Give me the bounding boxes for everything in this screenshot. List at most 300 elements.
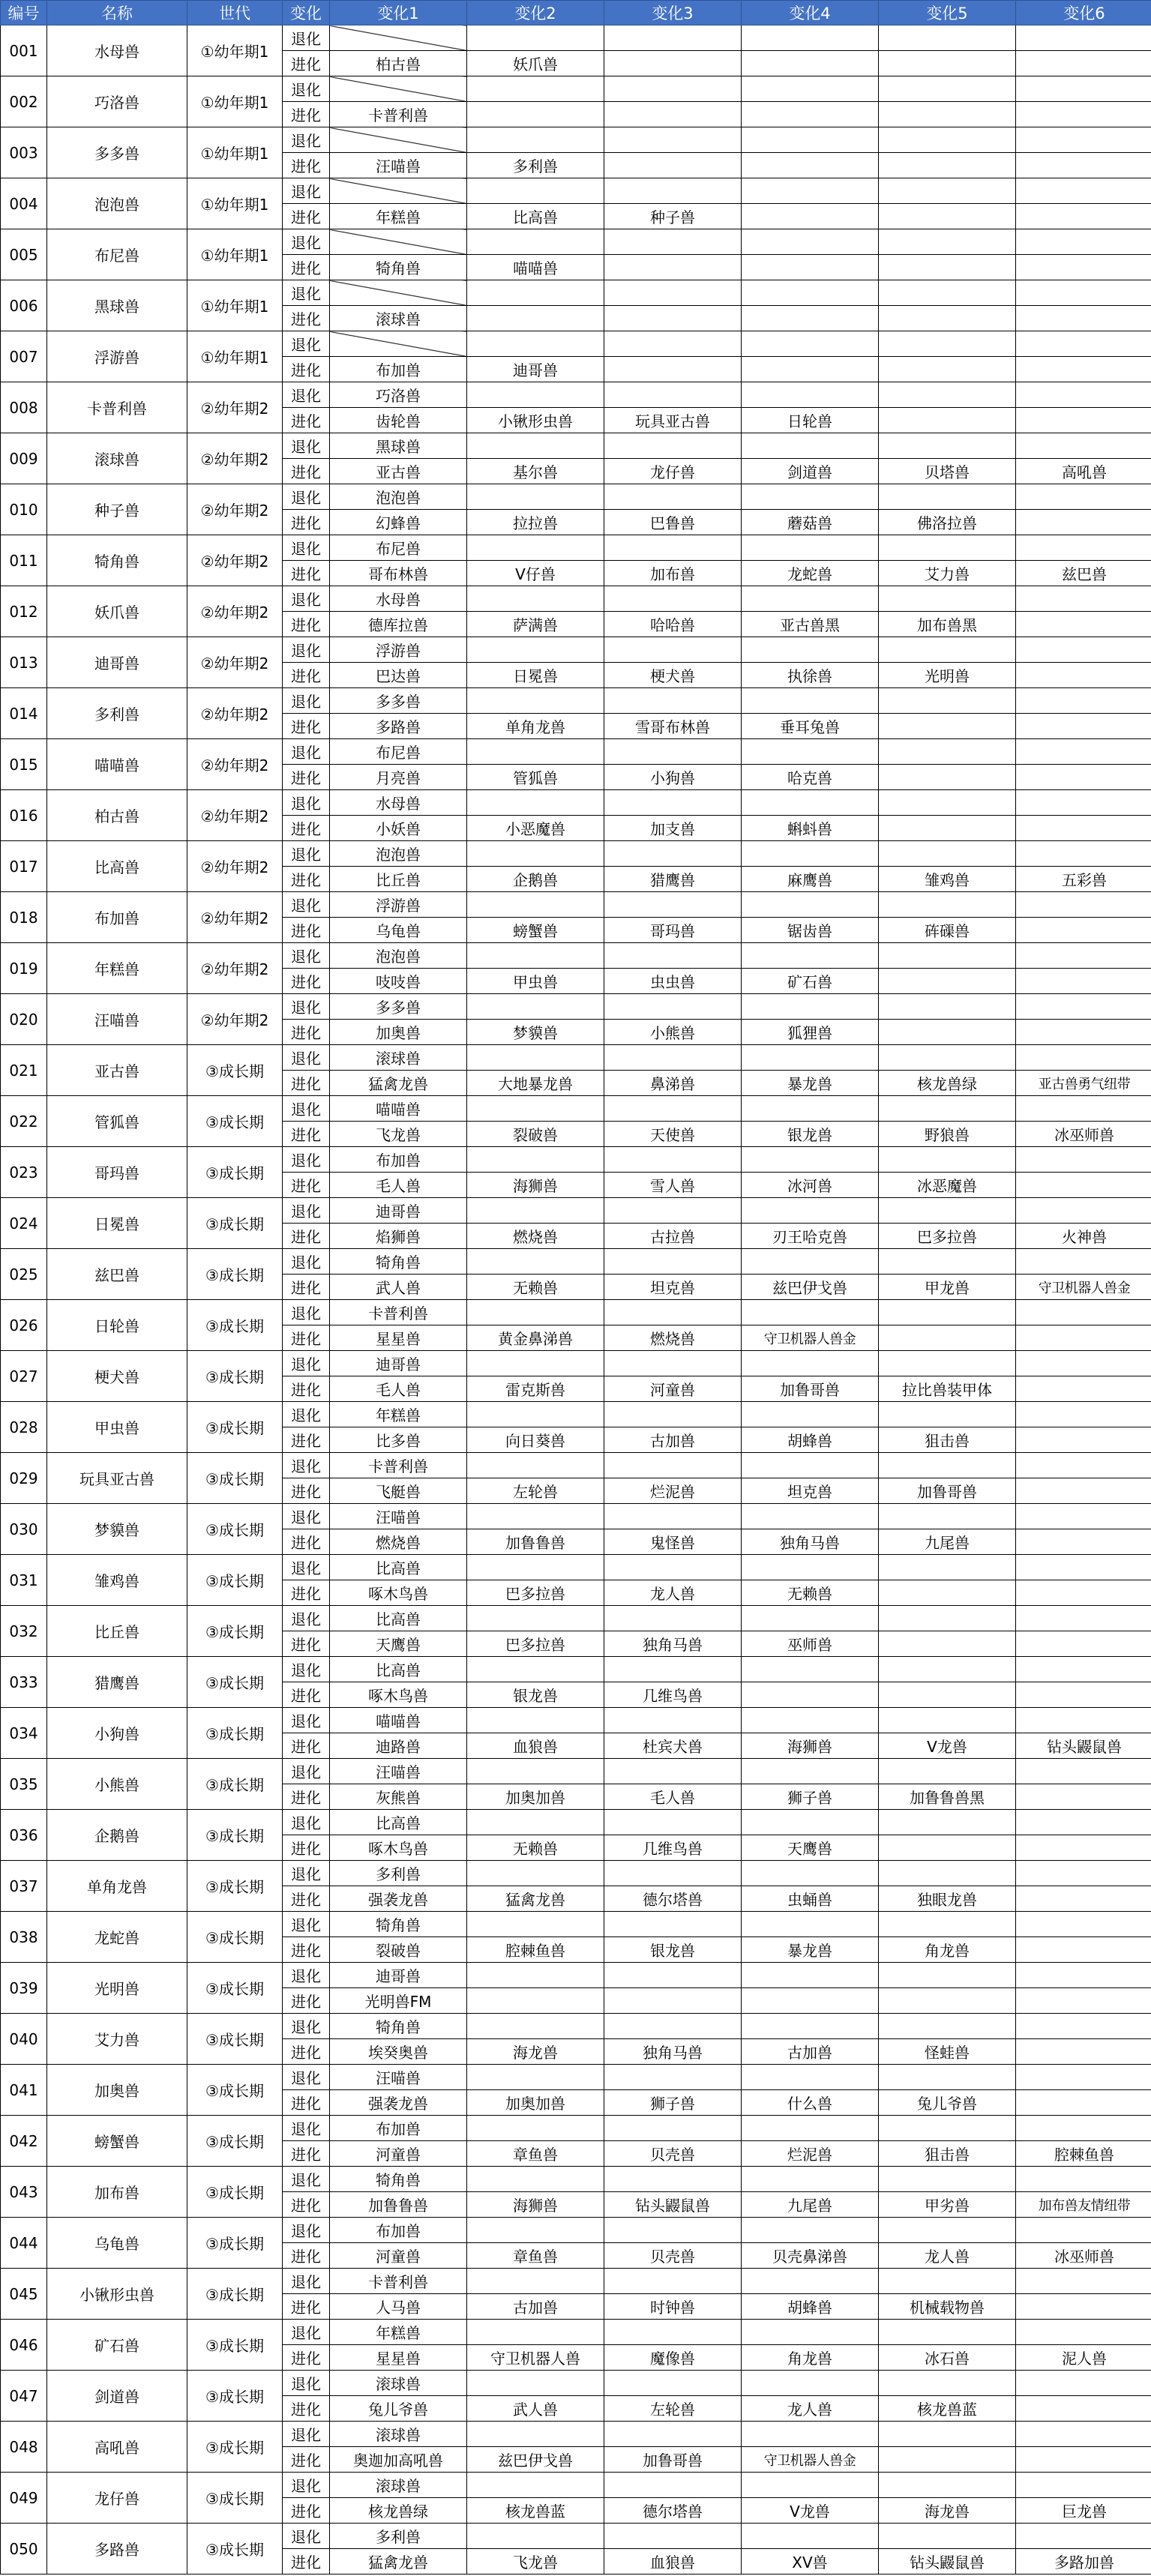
- evolve-target-6: 守卫机器人兽金: [1016, 1275, 1151, 1300]
- empty-cell: [1016, 1606, 1151, 1631]
- table-row-devolve: [1, 943, 1151, 969]
- row-id: 024: [1, 1198, 47, 1249]
- row-generation: ③成长期: [187, 1300, 283, 1351]
- empty-cell: [1016, 2422, 1151, 2447]
- evolve-target-4: 角龙兽: [742, 2345, 879, 2371]
- empty-cell: [742, 1402, 879, 1427]
- evolve-label: 进化: [283, 1529, 330, 1555]
- empty-cell: [742, 382, 879, 408]
- empty-cell: [742, 127, 879, 153]
- empty-cell: [604, 1147, 742, 1173]
- evolve-target-3: 德尔塔兽: [604, 2498, 742, 2524]
- evolve-target-6: 多路加兽: [1016, 2549, 1151, 2575]
- evolve-label: 进化: [283, 357, 330, 382]
- empty-cell: [467, 433, 604, 459]
- row-name: 妖爪兽: [47, 586, 187, 637]
- table-row-devolve: [1, 841, 1151, 867]
- evolve-label: 进化: [283, 1733, 330, 1759]
- empty-cell: [467, 1096, 604, 1122]
- empty-cell: [879, 1708, 1016, 1733]
- evolve-target-4: [742, 204, 879, 229]
- evolve-target-4: 兹巴伊戈兽: [742, 1275, 879, 1300]
- evolve-target-6: 火神兽: [1016, 1224, 1151, 1249]
- devolve-label: 退化: [283, 2320, 330, 2345]
- empty-cell: [1016, 1912, 1151, 1937]
- evolve-target-6: [1016, 408, 1151, 433]
- evolve-target-3: [604, 51, 742, 76]
- evolve-target-4: [742, 255, 879, 280]
- row-id: 017: [1, 841, 47, 892]
- row-name: 迪哥兽: [47, 637, 187, 688]
- empty-cell: [1016, 1453, 1151, 1478]
- evolve-target-4: 守卫机器人兽金: [742, 2447, 879, 2473]
- evolve-target-1: 兔儿爷兽: [330, 2396, 467, 2422]
- row-name: 梦貘兽: [47, 1504, 187, 1555]
- evolve-target-2: 血狼兽: [467, 1733, 604, 1759]
- evolve-target-5: 光明兽: [879, 663, 1016, 688]
- empty-cell: [467, 1198, 604, 1224]
- empty-cell: [1016, 76, 1151, 102]
- empty-cell: [879, 1657, 1016, 1682]
- row-name: 加奥兽: [47, 2065, 187, 2116]
- evolve-target-4: 亚古兽黑: [742, 612, 879, 637]
- empty-cell: [467, 2218, 604, 2243]
- evolve-target-1: 毛人兽: [330, 1173, 467, 1198]
- empty-cell: [1016, 433, 1151, 459]
- table-row-devolve: [1, 1606, 1151, 1631]
- empty-cell: [604, 2014, 742, 2039]
- evolve-target-3: 左轮兽: [604, 2396, 742, 2422]
- empty-cell: [604, 739, 742, 765]
- evolve-target-5: [879, 1631, 1016, 1657]
- empty-cell: [1016, 1249, 1151, 1275]
- evolve-target-1: 奥迦加高吼兽: [330, 2447, 467, 2473]
- header-generation: 世代: [187, 1, 283, 25]
- evolve-target-6: 兹巴兽: [1016, 561, 1151, 586]
- evolve-target-5: [879, 102, 1016, 127]
- evolve-label: 进化: [283, 102, 330, 127]
- row-name: 剑道兽: [47, 2371, 187, 2422]
- evolve-target-2: 螃蟹兽: [467, 918, 604, 943]
- evolve-target-6: [1016, 51, 1151, 76]
- empty-cell: [742, 1912, 879, 1937]
- empty-cell: [467, 1708, 604, 1733]
- row-name: 艾力兽: [47, 2014, 187, 2065]
- evolve-target-1: 加鲁鲁兽: [330, 2192, 467, 2218]
- evolve-target-2: 加奥加兽: [467, 2090, 604, 2116]
- empty-cell: [604, 994, 742, 1020]
- row-id: 001: [1, 25, 47, 76]
- evolve-target-1: 灰熊兽: [330, 1784, 467, 1810]
- empty-cell: [879, 2320, 1016, 2345]
- evolve-target-3: 鼻涕兽: [604, 1071, 742, 1096]
- evolve-target-3: 几维鸟兽: [604, 1682, 742, 1708]
- devolve-label: 退化: [283, 2167, 330, 2192]
- table-row-devolve: [1, 790, 1151, 816]
- evolve-target-5: [879, 969, 1016, 994]
- devolve-target: 泡泡兽: [330, 484, 467, 510]
- table-row-devolve: [1, 2473, 1151, 2498]
- evolve-target-1: 毛人兽: [330, 1376, 467, 1402]
- empty-cell: [742, 994, 879, 1020]
- row-generation: ③成长期: [187, 1147, 283, 1198]
- table-row-devolve: [1, 25, 1151, 51]
- devolve-label: 退化: [283, 994, 330, 1020]
- devolve-target: 浮游兽: [330, 637, 467, 663]
- evolve-target-4: 刃王哈克兽: [742, 1224, 879, 1249]
- devolve-target: 比高兽: [330, 1606, 467, 1631]
- empty-cell: [742, 433, 879, 459]
- devolve-target: 卡普利兽: [330, 1453, 467, 1478]
- devolve-label: 退化: [283, 1198, 330, 1224]
- empty-cell: [742, 25, 879, 51]
- row-generation: ③成长期: [187, 1045, 283, 1096]
- row-id: 015: [1, 739, 47, 790]
- evolve-target-6: [1016, 1478, 1151, 1504]
- evolve-target-3: 哥玛兽: [604, 918, 742, 943]
- empty-cell: [1016, 535, 1151, 561]
- evolve-target-4: 贝壳鼻涕兽: [742, 2243, 879, 2269]
- evolve-target-6: [1016, 1835, 1151, 1861]
- evolve-target-3: 玩具亚古兽: [604, 408, 742, 433]
- empty-cell: [742, 2116, 879, 2141]
- empty-cell: [879, 484, 1016, 510]
- empty-cell: [879, 1861, 1016, 1886]
- row-name: 多利兽: [47, 688, 187, 739]
- evolve-target-5: 狙击兽: [879, 2141, 1016, 2167]
- row-name: 猎鹰兽: [47, 1657, 187, 1708]
- header-change-4: 变化4: [742, 1, 879, 25]
- evolve-target-1: 核龙兽绿: [330, 2498, 467, 2524]
- evolve-label: 进化: [283, 1478, 330, 1504]
- table-row-devolve: [1, 1453, 1151, 1478]
- evolve-target-5: 冰石兽: [879, 2345, 1016, 2371]
- evolve-target-3: 德尔塔兽: [604, 1886, 742, 1912]
- row-name: 兹巴兽: [47, 1249, 187, 1300]
- evolve-target-4: 麻鹰兽: [742, 867, 879, 892]
- row-generation: ③成长期: [187, 1708, 283, 1759]
- evolve-target-2: 多利兽: [467, 153, 604, 178]
- devolve-label: 退化: [283, 688, 330, 714]
- evolve-target-6: 腔棘鱼兽: [1016, 2141, 1151, 2167]
- evolve-target-2: 雷克斯兽: [467, 1376, 604, 1402]
- evolve-target-3: 加支兽: [604, 816, 742, 841]
- devolve-none: [330, 127, 467, 153]
- evolve-target-1: 巴达兽: [330, 663, 467, 688]
- empty-cell: [742, 2167, 879, 2192]
- evolve-target-6: [1016, 714, 1151, 739]
- evolve-target-1: 年糕兽: [330, 204, 467, 229]
- evolve-target-5: 野狼兽: [879, 1122, 1016, 1147]
- row-generation: ③成长期: [187, 1555, 283, 1606]
- devolve-target: 布加兽: [330, 2218, 467, 2243]
- empty-cell: [604, 2320, 742, 2345]
- empty-cell: [879, 790, 1016, 816]
- devolve-target: 泡泡兽: [330, 943, 467, 969]
- table-row-devolve: [1, 1351, 1151, 1376]
- evolve-target-2: 兹巴伊戈兽: [467, 2447, 604, 2473]
- evolve-target-1: 光明兽FM: [330, 1988, 467, 2014]
- empty-cell: [879, 1810, 1016, 1835]
- evolve-target-3: 坦克兽: [604, 1275, 742, 1300]
- evolve-target-1: 猛禽龙兽: [330, 2549, 467, 2575]
- table-body: [1, 25, 1151, 2575]
- evolve-target-5: 加鲁鲁兽黑: [879, 1784, 1016, 1810]
- devolve-target: 犄角兽: [330, 1249, 467, 1275]
- empty-cell: [1016, 382, 1151, 408]
- evolve-target-1: 小妖兽: [330, 816, 467, 841]
- evolve-target-6: [1016, 510, 1151, 535]
- empty-cell: [604, 229, 742, 255]
- empty-cell: [742, 1759, 879, 1784]
- evolve-target-5: 海龙兽: [879, 2498, 1016, 2524]
- row-name: 泡泡兽: [47, 178, 187, 229]
- evolve-target-1: 迪路兽: [330, 1733, 467, 1759]
- empty-cell: [467, 943, 604, 969]
- row-name: 乌龟兽: [47, 2218, 187, 2269]
- row-name: 高吼兽: [47, 2422, 187, 2473]
- evolve-label: 进化: [283, 1937, 330, 1963]
- evolve-target-4: 无赖兽: [742, 1580, 879, 1606]
- empty-cell: [742, 1096, 879, 1122]
- devolve-target: 浮游兽: [330, 892, 467, 918]
- empty-cell: [879, 1147, 1016, 1173]
- empty-cell: [604, 2218, 742, 2243]
- evolve-target-3: 小熊兽: [604, 1020, 742, 1045]
- devolve-label: 退化: [283, 484, 330, 510]
- table-row-devolve: [1, 2167, 1151, 2192]
- table-row-devolve: [1, 994, 1151, 1020]
- row-id: 047: [1, 2371, 47, 2422]
- evolve-target-3: 燃烧兽: [604, 1325, 742, 1351]
- empty-cell: [1016, 1861, 1151, 1886]
- empty-cell: [1016, 1657, 1151, 1682]
- row-generation: ①幼年期1: [187, 331, 283, 382]
- row-id: 039: [1, 1963, 47, 2014]
- evolve-label: 进化: [283, 1071, 330, 1096]
- row-generation: ②幼年期2: [187, 637, 283, 688]
- evolve-target-1: 强袭龙兽: [330, 1886, 467, 1912]
- evolve-target-1: 猛禽龙兽: [330, 1071, 467, 1096]
- table-row-devolve: [1, 892, 1151, 918]
- devolve-label: 退化: [283, 1606, 330, 1631]
- header-change-5: 变化5: [879, 1, 1016, 25]
- table-row-devolve: [1, 1861, 1151, 1886]
- empty-cell: [1016, 1708, 1151, 1733]
- evolve-target-2: 猛禽龙兽: [467, 1886, 604, 1912]
- empty-cell: [604, 1045, 742, 1071]
- row-generation: ①幼年期1: [187, 127, 283, 178]
- row-generation: ③成长期: [187, 1198, 283, 1249]
- evolve-target-5: 狙击兽: [879, 1427, 1016, 1453]
- empty-cell: [1016, 586, 1151, 612]
- empty-cell: [604, 1861, 742, 1886]
- empty-cell: [1016, 739, 1151, 765]
- row-id: 013: [1, 637, 47, 688]
- table-row-devolve: [1, 1555, 1151, 1580]
- devolve-label: 退化: [283, 2218, 330, 2243]
- empty-cell: [467, 2473, 604, 2498]
- evolve-label: 进化: [283, 1886, 330, 1912]
- evolve-target-2: 燃烧兽: [467, 1224, 604, 1249]
- evolve-target-5: 九尾兽: [879, 1529, 1016, 1555]
- row-id: 021: [1, 1045, 47, 1096]
- evolve-label: 进化: [283, 2039, 330, 2065]
- row-generation: ③成长期: [187, 2422, 283, 2473]
- row-generation: ③成长期: [187, 2167, 283, 2218]
- row-id: 048: [1, 2422, 47, 2473]
- row-name: 浮游兽: [47, 331, 187, 382]
- empty-cell: [742, 1555, 879, 1580]
- evolve-target-2: 裂破兽: [467, 1122, 604, 1147]
- evolve-target-2: 单角龙兽: [467, 714, 604, 739]
- empty-cell: [604, 280, 742, 306]
- table-row-devolve: [1, 1912, 1151, 1937]
- row-generation: ③成长期: [187, 1912, 283, 1963]
- evolve-target-5: 艾力兽: [879, 561, 1016, 586]
- empty-cell: [1016, 790, 1151, 816]
- devolve-target: 泡泡兽: [330, 841, 467, 867]
- row-generation: ③成长期: [187, 2473, 283, 2524]
- empty-cell: [742, 1351, 879, 1376]
- devolve-target: 迪哥兽: [330, 1963, 467, 1988]
- evolve-label: 进化: [283, 2090, 330, 2116]
- evolve-target-3: 巴鲁兽: [604, 510, 742, 535]
- evolve-target-5: 拉比兽装甲体: [879, 1376, 1016, 1402]
- empty-cell: [1016, 2218, 1151, 2243]
- evolve-label: 进化: [283, 1427, 330, 1453]
- empty-cell: [604, 76, 742, 102]
- empty-cell: [604, 1504, 742, 1529]
- empty-cell: [467, 1147, 604, 1173]
- evolve-target-1: 加奥兽: [330, 1020, 467, 1045]
- row-generation: ③成长期: [187, 1861, 283, 1912]
- empty-cell: [604, 1555, 742, 1580]
- empty-cell: [467, 739, 604, 765]
- devolve-label: 退化: [283, 1657, 330, 1682]
- evolve-target-5: 核龙兽绿: [879, 1071, 1016, 1096]
- devolve-label: 退化: [283, 790, 330, 816]
- empty-cell: [467, 1555, 604, 1580]
- evolve-target-4: 蘑菇兽: [742, 510, 879, 535]
- empty-cell: [467, 331, 604, 357]
- empty-cell: [1016, 1300, 1151, 1325]
- devolve-label: 退化: [283, 535, 330, 561]
- evolve-target-1: 幻蜂兽: [330, 510, 467, 535]
- evolve-target-4: 哈克兽: [742, 765, 879, 790]
- evolve-target-3: 种子兽: [604, 204, 742, 229]
- empty-cell: [742, 331, 879, 357]
- row-generation: ②幼年期2: [187, 892, 283, 943]
- empty-cell: [604, 586, 742, 612]
- row-generation: ②幼年期2: [187, 994, 283, 1045]
- row-name: 玩具亚古兽: [47, 1453, 187, 1504]
- table-row-devolve: [1, 2014, 1151, 2039]
- empty-cell: [1016, 1810, 1151, 1835]
- evolve-target-1: 比多兽: [330, 1427, 467, 1453]
- empty-cell: [604, 484, 742, 510]
- row-name: 布尼兽: [47, 229, 187, 280]
- row-id: 025: [1, 1249, 47, 1300]
- evolve-target-3: 古拉兽: [604, 1224, 742, 1249]
- row-id: 035: [1, 1759, 47, 1810]
- empty-cell: [604, 2167, 742, 2192]
- devolve-target: 滚球兽: [330, 2371, 467, 2396]
- devolve-target: 犄角兽: [330, 2014, 467, 2039]
- evolve-target-6: 高吼兽: [1016, 459, 1151, 484]
- empty-cell: [742, 1810, 879, 1835]
- empty-cell: [742, 1249, 879, 1275]
- evolve-target-3: 烂泥兽: [604, 1478, 742, 1504]
- empty-cell: [467, 1657, 604, 1682]
- row-name: 比丘兽: [47, 1606, 187, 1657]
- evolve-target-5: 冰恶魔兽: [879, 1173, 1016, 1198]
- empty-cell: [604, 790, 742, 816]
- empty-cell: [879, 1045, 1016, 1071]
- evolve-target-3: 加布兽: [604, 561, 742, 586]
- row-generation: ③成长期: [187, 1402, 283, 1453]
- empty-cell: [1016, 994, 1151, 1020]
- devolve-label: 退化: [283, 1912, 330, 1937]
- evolve-target-3: 猎鹰兽: [604, 867, 742, 892]
- evolve-target-5: [879, 255, 1016, 280]
- empty-cell: [1016, 2269, 1151, 2294]
- evolve-target-4: 龙人兽: [742, 2396, 879, 2422]
- row-generation: ③成长期: [187, 1504, 283, 1555]
- header-row: [1, 1, 1151, 25]
- evolve-target-4: 天鹰兽: [742, 1835, 879, 1861]
- evolve-label: 进化: [283, 1376, 330, 1402]
- header-change-2: 变化2: [467, 1, 604, 25]
- evolve-target-6: 亚古兽勇气纽带: [1016, 1071, 1151, 1096]
- evolve-label: 进化: [283, 2243, 330, 2269]
- evolve-target-5: 龙人兽: [879, 2243, 1016, 2269]
- empty-cell: [742, 1606, 879, 1631]
- row-name: 龙仔兽: [47, 2473, 187, 2524]
- evolve-target-2: 海狮兽: [467, 2192, 604, 2218]
- devolve-label: 退化: [283, 2371, 330, 2396]
- row-name: 柏古兽: [47, 790, 187, 841]
- evolve-label: 进化: [283, 1784, 330, 1810]
- devolve-target: 犄角兽: [330, 2167, 467, 2192]
- evolve-label: 进化: [283, 2396, 330, 2422]
- empty-cell: [879, 127, 1016, 153]
- row-id: 018: [1, 892, 47, 943]
- evolve-target-6: [1016, 1325, 1151, 1351]
- empty-cell: [742, 1453, 879, 1478]
- empty-cell: [742, 2524, 879, 2549]
- table-row-devolve: [1, 280, 1151, 306]
- evolve-target-4: 矿石兽: [742, 969, 879, 994]
- evolve-label: 进化: [283, 1835, 330, 1861]
- empty-cell: [1016, 1147, 1151, 1173]
- evolve-label: 进化: [283, 561, 330, 586]
- evolve-target-3: 银龙兽: [604, 1937, 742, 1963]
- devolve-label: 退化: [283, 943, 330, 969]
- evolve-target-5: 核龙兽蓝: [879, 2396, 1016, 2422]
- evolve-target-1: 汪喵兽: [330, 153, 467, 178]
- evolve-target-6: [1016, 1886, 1151, 1912]
- row-id: 041: [1, 2065, 47, 2116]
- empty-cell: [1016, 2065, 1151, 2090]
- evolve-target-3: 独角马兽: [604, 1631, 742, 1657]
- devolve-target: 喵喵兽: [330, 1708, 467, 1733]
- empty-cell: [1016, 2371, 1151, 2396]
- row-name: 龙蛇兽: [47, 1912, 187, 1963]
- evolve-label: 进化: [283, 1325, 330, 1351]
- devolve-target: 多利兽: [330, 1861, 467, 1886]
- empty-cell: [604, 382, 742, 408]
